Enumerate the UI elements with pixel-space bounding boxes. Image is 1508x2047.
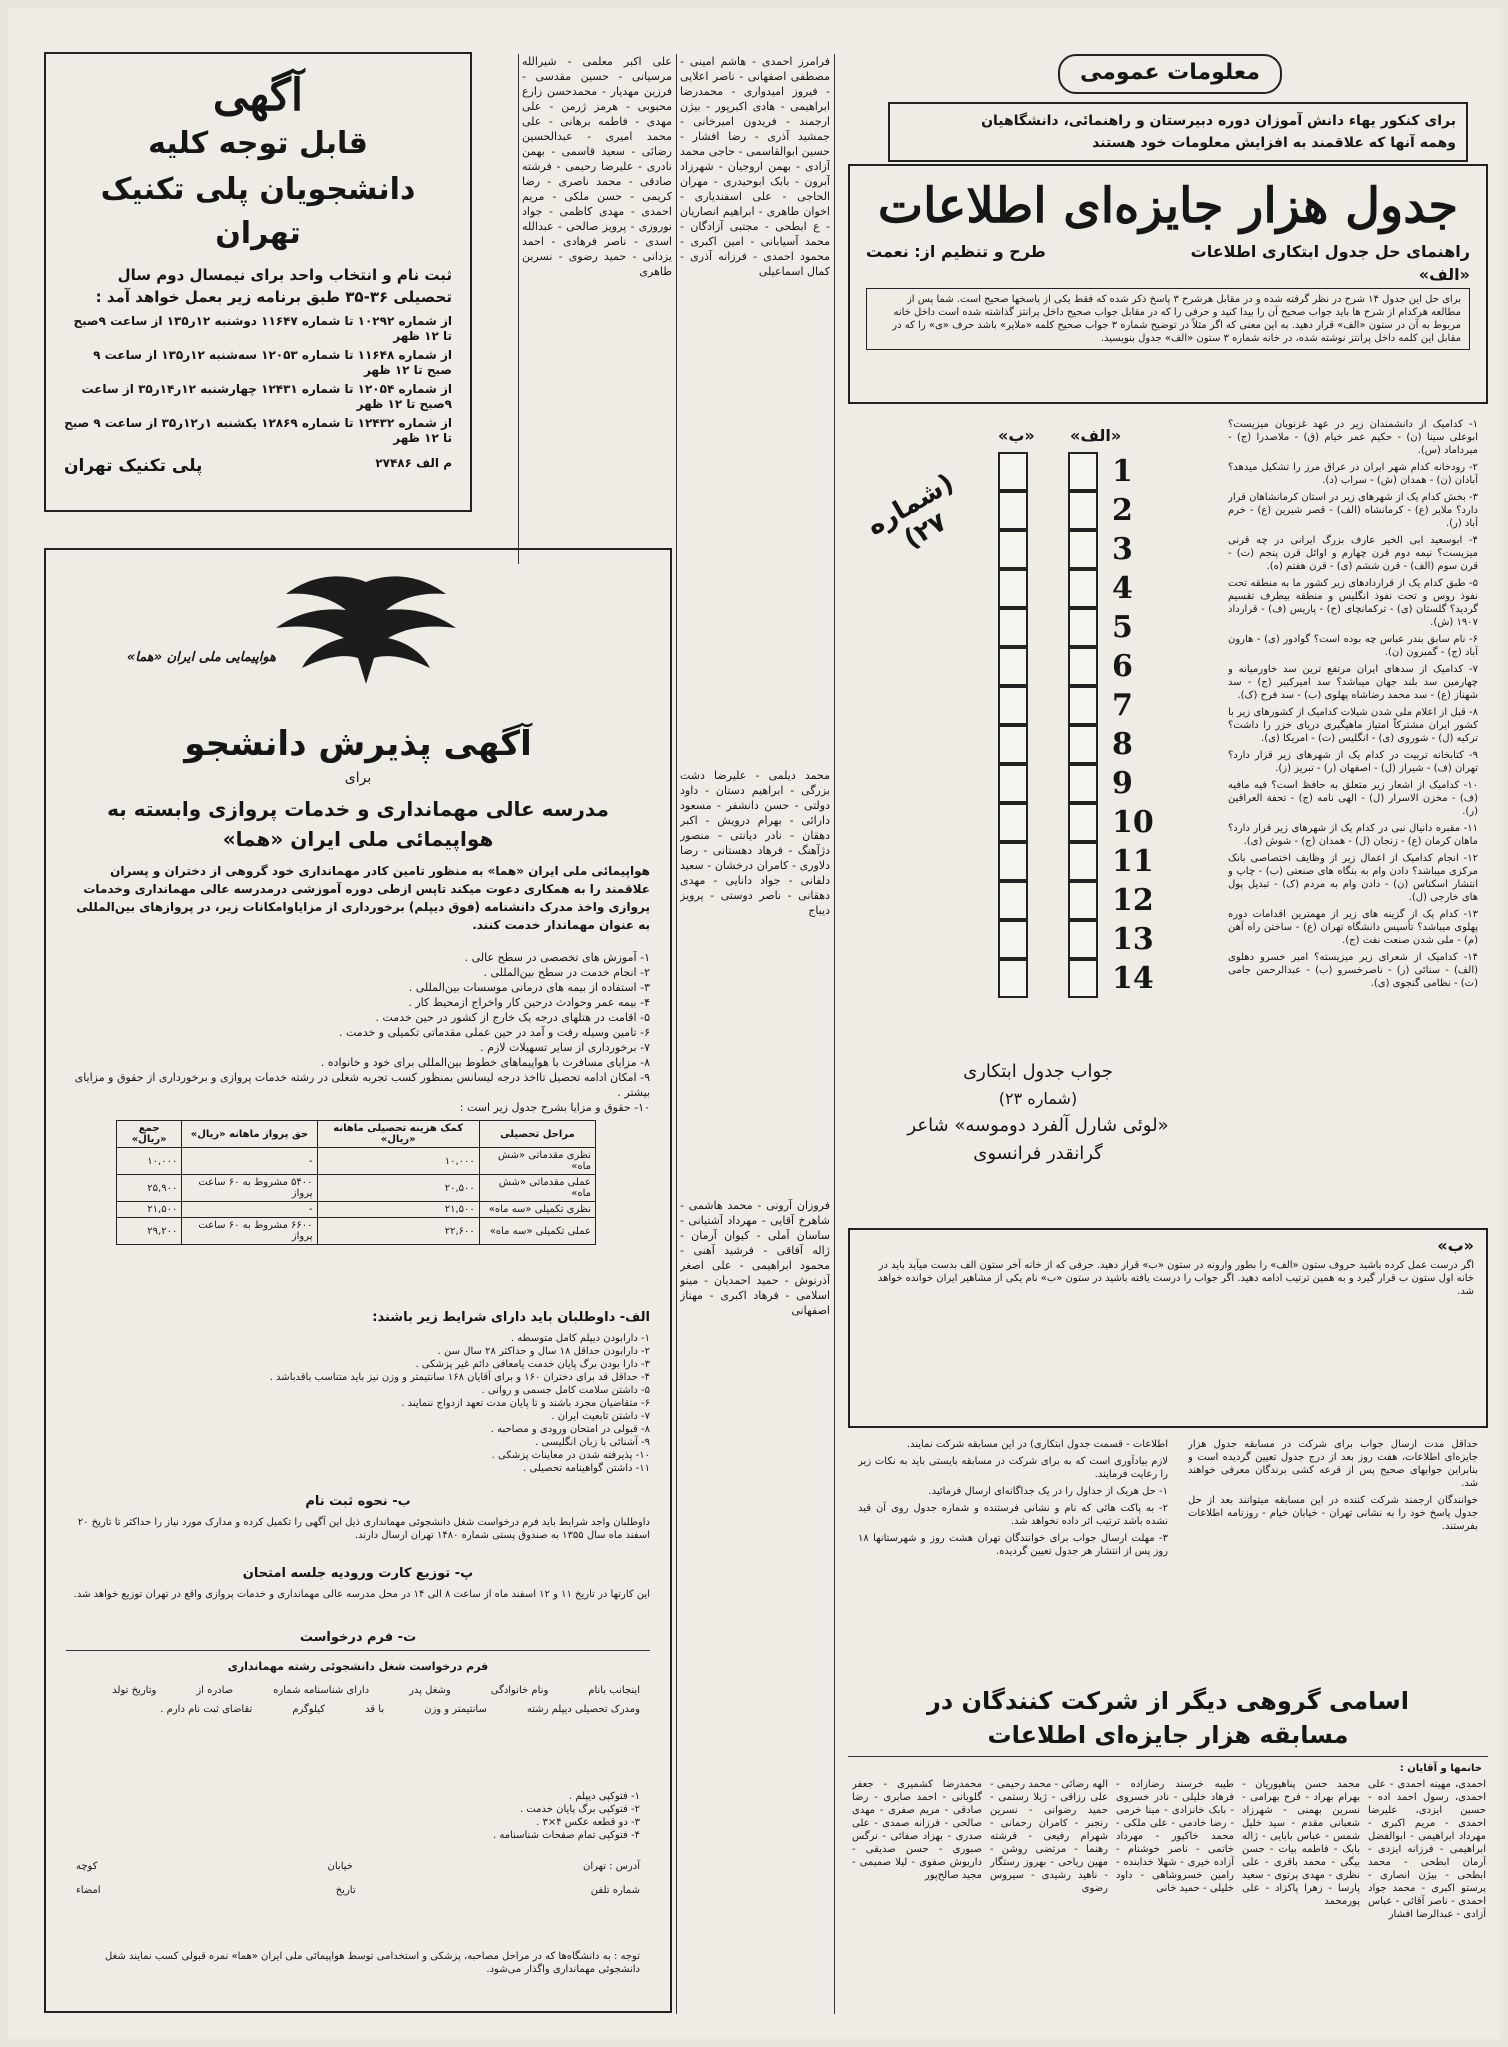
answer-block [858,1058,1218,1168]
question: ۱- کدامیک از دانشمندان زیر در عهد غزنویان میزیست؟ ابوعلی سینا (ن) - حکیم عمر خیام (ق) - ملاصدرا (ج) - میرداماد (س). [1228,419,1478,456]
names-text: علی اکبر معلمی - شیرالله مرسیانی - حسین مقدسی - فرزین مهدیار - محمدحسن زارع محبوبی - هرمز ژرمن - علی مهدی - فاطمه برهانی - علی محمد امیری - عبدالحسین رضائی - سعید قاسمی - بهمن نادری - علیرضا رحیمی - فرشته صادقی - محمد ناصری - رضا کریمی - حسن ملکی - مریم احمدی - مهدی کاظمی - جواد نوروزی - پرویز صالحی - عبدالله اسدی - ناصر فرهادی - احمد یزدانی - حمید رضوی - نسرین طاهری [522,55,672,278]
question: ۱۴- کدامیک از شعرای زیر میزیسته؟ امیر خسرو دهلوی (الف) - سنائی (ر) - ناصرخسرو (ب) - عبدالرحمن جامی (ت) - نظامی گنجوی (ی). [1228,952,1478,989]
grid-row-number: 7 [1112,688,1133,723]
tagline-line: وهمه آنها که علاقمند به افزایش معلومات خود هستند [1092,135,1456,151]
grid-row-number: 1 [1112,454,1133,489]
form-note: توجه : به دانشگاه‌ها که در مراحل مصاحبه، پزشکی و استخدامی توسط هواپیمائی ملی ایران «هما» نمره قبولی کسب نمایند شغل دانشجوئی مهمانداری واگذار می‌شود. [105,1951,640,1975]
names-text: محمد دیلمی - علیرضا دشت بزرگی - ابراهیم دستان - داود دولتی - حسن دانشفر - مسعود دارائی - بهرام درویش - اکبر دهقان - نادر دیانتی - منصور دژآهنگ - فرهاد دهستانی - رضا دلاوری - کامران درخشان - سعید دلفانی - جواد دانایی - مهدی دهقانی - ناصر دوستی - پرویز دیباج [680,769,830,917]
ad-row: از شماره ۱۲۴۳۲ تا شماره ۱۲۸۶۹ یکشنبه ۱ر۱۲ر۳۵ از ساعت ۹ صبح تا ۱۲ ظهر [64,416,452,445]
answer-number: (شماره ۲۳) [998,1089,1078,1108]
condition: ۱- دارابودن دیپلم کامل متوسطه . [510,1333,650,1344]
ad-signature: پلی تکنیک تهران [64,456,203,476]
question: ۴- ابوسعید ابی الخیر عارف بزرگ ایرانی در چه قرنی میزیست؟ نیمه دوم قرن چهارم و اوائل قرن پنجم (ت) - قرن سوم (الف) - قرن ششم (ی) - قرن هفتم (ه). [1228,535,1478,572]
form-field-label: خیابان [327,1861,353,1872]
table-row [117,1148,596,1175]
condition: ۸- قبولی در امتحان ورودی و مصاحبه . [490,1424,650,1435]
ad-code: م الف ۲۷۴۸۶ [375,456,452,470]
grid-cell-b[interactable] [998,647,1028,686]
form-title: ت- فرم درخواست [299,1630,417,1645]
grid-cell-b[interactable] [998,608,1028,647]
puzzle-grid [988,452,1228,1032]
grid-cell-a[interactable] [1068,686,1098,725]
attachment: ۱- فتوکپی دیپلم . [569,1791,640,1802]
puzzle-title: جدول هزار جایزه‌ای اطلاعات [877,178,1459,234]
grid-cell-b[interactable] [998,491,1028,530]
winners-note: خوانندگان ارجمند شرکت کننده در این مسابقه میتوانند بعد از حل جدول پاسخ خود را به نشانی تهران - خیابان خیام - روزنامه اطلاعات بفرستند. [1188,1495,1478,1532]
grid-cell-b[interactable] [998,530,1028,569]
rule: اطلاعات - قسمت جدول ابتکاری) در این مسابقه شرکت نمایند. [906,1439,1168,1450]
table-row [117,1175,596,1202]
rule: لازم بیادآوری است که به برای شرکت در مسابقه بایستی باید به نکات زیر را رعایت فرمایند. [858,1456,1168,1480]
form-field-label: تقاضای ثبت نام دارم . [160,1704,253,1715]
rule: ۱- حل هریک از جداول را در یک جداگانه‌ای ارسال فرمائید. [928,1486,1168,1497]
grid-row-number: 10 [1112,805,1154,840]
ad-title: آگهی [212,70,304,121]
form-fields [76,1684,640,1716]
table-cell: ۲۹,۲۰۰ [117,1218,182,1245]
attachment: ۴- فتوکپی تمام صفحات شناسنامه . [492,1830,640,1841]
participants-column [990,1778,1108,2008]
question: ۱۱- مقبره دانیال نبی در کدام یک از شهرهای زیر قرار دارد؟ ماهان کرمان (ع) - زنجان (ل) - همدان (ج) - شوش (ی). [1228,823,1478,847]
designer: طرح و تنظیم از: نعمت [866,242,1046,261]
grid-cell-a[interactable] [1068,452,1098,491]
guide-label: راهنمای حل جدول ابتکاری اطلاعات [1190,242,1470,261]
col-b-label: «ب» [998,426,1035,445]
form-field-label: تاریخ [335,1885,356,1896]
condition: ۷- داشتن تابعیت ایران . [551,1411,650,1422]
newspaper-page [8,8,1500,2039]
question: ۹- کتابخانه تربیت در کدام یک از شهرهای زیر قرار دارد؟ تهران (ف) - شیراز (ل) - اصفهان (ر) - تبریز (ز). [1228,750,1478,774]
answer-text: «لوئی شارل آلفرد دوموسه» شاعر [907,1115,1169,1136]
grid-cell-a[interactable] [1068,647,1098,686]
attachment: ۳- دو قطعه عکس ۴×۳ . [536,1817,640,1828]
grid-cell-b[interactable] [998,569,1028,608]
attachment: ۲- فتوکپی برگ پایان خدمت . [520,1804,640,1815]
table-row [117,1218,596,1245]
puzzle-section [848,48,1488,2008]
condition: ۹- آشنائی با زبان انگلیسی . [535,1437,650,1448]
grid-cell-b[interactable] [998,452,1028,491]
table-cell: ۲۱,۵۰۰ [317,1202,479,1218]
ad-row: از شماره ۱۲۰۵۴ تا شماره ۱۲۴۳۱ چهارشنبه ۱۲ر۱۴ر۳۵ از ساعت ۹صبح تا ۱۲ ظهر [81,382,452,411]
question: ۵- طبق کدام یک از قراردادهای زیر کشور ما به منطقه تحت نفوذ روس و تحت نفوذ انگلیس و منطقه بیطرف تقسیم گردید؟ گلستان (ی) - ترکمانچای (ح) - پاریس (ف) - قرارداد ۱۹۰۷ (ش). [1228,578,1478,628]
homa-bird-icon [216,564,516,714]
homa-for: برای [344,770,372,786]
grid-cell-b[interactable] [998,881,1028,920]
form-field-label: اینجانب بانام [588,1685,640,1696]
participants-text: احمدی، مهینه احمدی - علی احمدی، رسول احمد اده - حسین ایزدی، علیرضا احمدی - مریم اکبری - مهرداد ابراهیمی - ابوالفضل ابراهیمی - فرزانه ایزدی - آرمان ابطحی - محمد ابطحی - بیژن انصاری - پرستو اکبری - محمد جواد احمدی - ناصر آقائی - عباس آزادی - عبدالرضا افشار [1368,1779,1486,1920]
form-field-label: وتاریخ تولد [112,1685,157,1696]
grid-cell-b[interactable] [998,725,1028,764]
rules-column [1188,1438,1478,1678]
homa-ad [44,548,672,2013]
question: ۲- رودخانه کدام شهر ایران در عراق مرز را تشکیل میدهد؟ آبادان (ن) - همدان (ش) - سراب (د). [1228,462,1478,486]
names-text: فروزان آرونی - محمد هاشمی - شاهرخ آقایی - مهرداد آشتیانی - ساسان آملی - کیوان آرمان - ژاله آفاقی - فرشید آهنی - محمود ابراهیمی - علی اصغر آذرنوش - حمید احمدیان - مینو اسلامی - فرهاد اکبری - مهناز اصفهانی [680,1199,830,1317]
question: ۳- بخش کدام یک از شهرهای زیر در استان کرمانشاهان قرار دارد؟ ملایر (ع) - کرمانشاه (الف) - قصر شیرین (ع) - خرم آباد (ر). [1228,492,1478,529]
tagline-line: برای کنکور یهاء دانش آموزان دوره دبیرستان و راهنمائی، دانشگاهیان [981,113,1456,129]
question: ۸- قبل از اعلام ملی شدن شیلات کدامیک از کشورهای زیر با کشور ایران مشترکاً امتیاز ماهیگیری دریای خزر را داشت؟ ترکیه (ل) - شوروی (ی) - انگلیس (ت) - امریکا (ی). [1228,707,1478,744]
grid-cell-a[interactable] [1068,608,1098,647]
grid-cell-b[interactable] [998,764,1028,803]
grid-row-number: 12 [1112,883,1154,918]
question: ۷- کدامیک از سدهای ایران مرتفع ترین سد خاورمیانه و چهارمین سد بلند جهان میباشد؟ سد امیرکبیر (ج) - سد شهناز (ع) - سد محمد رضاشاه پهلوی (ب) - سد فرح (ک). [1228,664,1478,701]
section-b-text: اگر درست عمل کرده باشید حروف ستون «الف» را بطور وارونه در ستون «ب» قرار دهید. حرفی که از خانه آخر ستون الف بدست میآید باید در خانه اول ستون ب قرار گیرد و به همین ترتیب ادامه دهید. اگر جواب را درست یافته باشید در ستون «ب» نام یکی از مشاهیر ایران خوانده خواهد شد. [877,1260,1474,1297]
table-header: حق پرواز ماهانه «ریال» [182,1121,317,1148]
form-field-label: با قد [365,1704,385,1715]
ad-subtitle: قابل توجه کلیه [148,126,368,161]
grid-row-number: 2 [1112,493,1133,528]
grid-row-number: 13 [1112,922,1154,957]
condition: ۱۰- پذیرفته شدن در معاینات پزشکی . [491,1450,650,1461]
form-address [76,1860,640,1873]
grid-cell-b[interactable] [998,686,1028,725]
names-text: فرامرز احمدی - هاشم امینی - مصطفی اصفهانی - ناصر اعلایی - فیروز امیدواری - محمدرضا ابراهیمی - هادی اکبرپور - بیژن ارجمند - فریدون امیرخانی - جمشید آذری - رضا افشار - حسین ابوالقاسمی - حاجی محمد آزادی - بهمن اروجیان - شهرزاد آبرون - بابک ابوحیدری - مهران الحاجی - علی اسفندیاری - اخوان طاهری - ابراهیم انصاریان - ع ابطحی - مجتبی آزادگان - محمد آسیابانی - امین اکبری - محمود احمدی - فرزانه آذری - کمال اسماعیلی [680,55,830,278]
participants-column [1242,1778,1360,2008]
form-field-label: سانتیمتر و وزن [424,1704,487,1715]
homa-benefits [66,950,650,1115]
grid-cell-a[interactable] [1068,803,1098,842]
table-cell: ۱۰,۰۰۰ [117,1148,182,1175]
puzzle-number-label: (شماره ۲۷) [861,468,960,555]
grid-cell-a[interactable] [1068,725,1098,764]
condition: ۴- حداقل قد برای دختران ۱۶۰ و برای آقایان ۱۶۸ سانتیمتر و وزن نیز باید متناسب باقدباشد . [269,1372,650,1383]
grid-row-number: 3 [1112,532,1133,567]
participants-text: الهه رضائی - محمد رحیمی - علی رزاقی - ژیلا رستمی - حمید رضوانی - نسرین رنجبر - کامران رحمانی - شهرام رفیعی - فرشته رهنما - مرتضی روشن - مهین ریاحی - بهروز رستگار - ناهید رشیدی - سیروس رضوی [990,1779,1108,1894]
distribution-text: این کارتها در تاریخ ۱۱ و ۱۲ اسفند ماه از ساعت ۸ الی ۱۴ در محل مدرسه عالی مهمانداری و خدمات پروازی واقع در تهران توزیع خواهد شد. [73,1589,650,1600]
answer-text-2: گرانقدر فرانسوی [973,1143,1103,1164]
benefit: ۸- مزایای مسافرت با هواپیماهای خطوط بین‌المللی برای خود و خانواده . [320,1056,650,1069]
questions-column [1228,418,1478,1108]
puzzle-main-box [848,164,1488,404]
section-b-label: «ب» [1437,1236,1474,1255]
grid-cell-a[interactable] [1068,842,1098,881]
table-header-row [117,1121,596,1148]
grid-row-number: 11 [1112,844,1154,879]
participants-column [1116,1778,1234,2008]
grid-row-number: 6 [1112,649,1133,684]
grid-cell-b[interactable] [998,959,1028,998]
rule: ۳- مهلت ارسال جواب برای خوانندگان تهران هشت روز و شهرستانها ۱۸ روز پس از انتشار هر جدول تعیین گردیده. [858,1533,1168,1557]
question: ۱۲- انجام کدامیک از اعمال زیر از وظایف اختصاصی بانک مرکزی میباشد؟ دادن وام به بنگاه های صنعتی (ب) - چاپ و انتشار اسکناس (ن) - دادن وام به مردم (ک) - تبدیل پول های خارجی (ل). [1228,853,1478,903]
table-cell: ۲۵,۹۰۰ [117,1175,182,1202]
condition: ۶- متقاضیان مجرد باشند و تا پایان مدت تعهد ازدواج ننمایند . [401,1398,650,1409]
form-field-label: آدرس : تهران [582,1861,640,1872]
homa-school: مدرسه عالی مهمانداری و خدمات پروازی وابسته به هواپیمائی ملی ایران «هما» [107,797,609,851]
table-cell: ۵۴۰۰ مشروط به ۶۰ ساعت پرواز [182,1175,317,1202]
participants-column [1368,1778,1486,2008]
form-field-label: ونام خانوادگی [490,1685,549,1696]
grid-cell-b[interactable] [998,920,1028,959]
names-column [522,54,672,524]
question: ۱۳- کدام یک از گزینه های زیر از مهمترین اقدامات دوره پهلوی میباشد؟ تأسیس دانشگاه تهران (ع) - ساختن راه آهن (م) - ملی شدن صنعت نفت (ج). [1228,909,1478,946]
ad-headline: دانشجویان پلی تکنیک تهران [100,172,416,251]
list-title: اسامی گروهی دیگر از شرکت کنندگان در مسابقه هزار جایزه‌ای اطلاعات [927,1687,1409,1749]
table-header: مراحل تحصیلی [479,1121,595,1148]
distribution-title: پ- توزیع کارت ورودیه جلسه امتحان [242,1566,474,1581]
answer-title: جواب جدول ابتکاری [963,1061,1113,1082]
form-header: فرم درخواست شغل دانشجوئی رشته مهمانداری [227,1660,489,1673]
registration-text: داوطلبان واجد شرایط باید فرم درخواست شغل دانشجوئی مهمانداری ذیل این آگهی را تکمیل کرده و مدارک مورد نیاز را حداکثر تا تاریخ ۲۰ اسفند ماه سال ۱۳۵۵ به صندوق پستی شماره ۱۴۸۰ تهران ارسال دارند. [77,1517,650,1541]
homa-intro: هواپیمائی ملی ایران «هما» به منظور تامین کادر مهمانداری خود گروهی از دختران و پسران علاقمند را به همکاری دعوت میکند تاپس ازطی دوره آموزشی درمدرسه عالی مهمانداری وخدمات پروازی واخذ مدرک دانشنامه (فوق دیپلم) برخورداری از مزایاوامکانات زیر، در پروازهای بین‌المللی به عنوان مهماندار خدمت کنند. [76,864,650,932]
grid-cell-a[interactable] [1068,530,1098,569]
grid-cell-a[interactable] [1068,764,1098,803]
table-cell: ۱۰,۰۰۰ [317,1148,479,1175]
grid-cell-a[interactable] [1068,959,1098,998]
condition: ۵- داشتن سلامت کامل جسمی و روانی . [481,1385,650,1396]
grid-row-number: 5 [1112,610,1133,645]
registration-title: ب- نحوه ثبت نام [305,1494,411,1509]
grid-row-number: 14 [1112,961,1154,996]
deadline-text: حداقل مدت ارسال جواب برای شرکت در مسابقه جدول هزار جایزه‌ای اطلاعات، هفت روز بعد از درج جدول تعیین گردیده است و بنابراین جوابهای صحیح پس از قرعه کشی برندگان معرفی خواهند شد. [1188,1439,1478,1489]
condition: ۱۱- داشتن گواهینامه تحصیلی . [523,1463,650,1474]
benefit: ۱- آموزش های تخصصی در سطح عالی . [464,951,650,964]
grid-row-number: 4 [1112,571,1133,606]
section-b-box [848,1228,1488,1428]
salary-table [116,1120,596,1245]
tehran-polytechnic-ad [44,52,472,512]
table-cell: نظری تکمیلی «سه ماه» [479,1202,595,1218]
form-footer [76,1884,640,1897]
table-row [117,1202,596,1218]
conditions-list [66,1332,650,1475]
table-cell: نظری مقدماتی «شش ماه» [479,1148,595,1175]
table-cell: - [182,1148,317,1175]
grid-cell-a[interactable] [1068,881,1098,920]
form-field-label: امضاء [76,1885,101,1896]
homa-title: آگهی پذیرش دانشجو [184,724,532,764]
names-column [680,768,830,1188]
form-field-label: وشغل پدر [409,1685,451,1696]
form-field-label: کیلوگرم [292,1704,326,1715]
table-cell: ۶۶۰۰ مشروط به ۶۰ ساعت پرواز [182,1218,317,1245]
table-header: جمع «ریال» [117,1121,182,1148]
homa-brand: هواپیمایی ملی ایران «هما» [126,650,276,665]
grid-cell-b[interactable] [998,803,1028,842]
names-column [680,1198,830,1958]
grid-cell-a[interactable] [1068,920,1098,959]
ad-row: از شماره ۱۰۲۹۲ تا شماره ۱۱۶۴۷ دوشنبه ۱۲ر۱۳۵ از ساعت ۹صبح تا ۱۲ ظهر [73,314,452,343]
attachments [76,1790,640,1842]
names-column [680,54,830,754]
benefit: ۱۰- حقوق و مزایا بشرح جدول زیر است : [459,1101,650,1114]
table-cell: ۲۲,۶۰۰ [317,1218,479,1245]
table-header: کمک هزینه تحصیلی ماهانه «ریال» [317,1121,479,1148]
grid-row-number: 9 [1112,766,1133,801]
section-header: معلومات عمومی [1058,54,1282,94]
condition: ۲- دارابودن حداقل ۱۸ سال و حداکثر ۲۸ سال سن . [437,1346,650,1357]
form-field-label: کوچه [76,1861,98,1872]
benefit: ۵- اقامت در هتلهای درجه یک خارج از کشور در حین خدمت . [375,1011,650,1024]
conditions-title: الف- داوطلبان باید دارای شرایط زیر باشند: [372,1310,650,1325]
grid-cell-b[interactable] [998,842,1028,881]
benefit: ۹- امکان ادامه تحصیل تااخذ درجه لیسانس بمنظور کسب تجربه شغلی در رشته خدمات پروازی و برخورداری از حقوق و مزایای بیشتر . [74,1071,650,1099]
table-cell: - [182,1202,317,1218]
section-a-label: «الف» [1418,265,1470,284]
benefit: ۶- تامین وسیله رفت و آمد در حین عملی مقدماتی تکمیلی و خدمت . [339,1026,650,1039]
participants-text: محمد حسن پناهپوریان - بهرام بهراد - فرح بهرامی - نسرین بهمنی - شهرزاد شعبانی مقدم - سید خلیل شمس - عباس بابایی - ژاله بابک - فاطمه بیات - حسن بیگی - محمد باقری - علی نظری - مهدی پرتوی - سعید پارسا - زهرا پاکزاد - علی پورمحمد [1242,1779,1360,1907]
condition: ۳- دارا بودن برگ پایان خدمت یامعافی دائم غیر پزشکی . [415,1359,650,1370]
rules-column [858,1438,1168,1678]
benefit: ۴- بیمه عمر وحوادث درحین کار واخراج ازمحیط کار . [408,996,650,1009]
grid-cell-a[interactable] [1068,491,1098,530]
participants-text: محمدرضا کشمیری - جعفر گلوبانی - احمد صابری - رضا صادقی - مریم صفری - مهدی صالحی - فرزانه صمدی - علی صدری - بهزاد صفائی - نرگس صبوری - حسن صدیقی - داریوش صفوی - لیلا صمیمی - مجید صالح‌پور [852,1779,982,1881]
form-field-label: دارای شناسنامه شماره [273,1685,370,1696]
col-a-label: «الف» [1070,426,1122,445]
question: ۱۰- کدامیک از اشعار زیر متعلق به حافظ است؟ فیه مافیه (ف) - مخزن الاسرار (ل) - الهی نامه (ج) - تحفة العراقین (ر). [1228,780,1478,817]
question: ۶- نام سابق بندر عباس چه بوده است؟ گوادور (ی) - هارون آباد (ج) - گمبرون (ن). [1228,634,1478,658]
benefit: ۲- انجام خدمت در سطح بین‌المللی . [483,966,650,979]
homa-logo [216,564,516,714]
grid-cell-a[interactable] [1068,569,1098,608]
participants-column [852,1778,982,2008]
benefit: ۷- برخورداری از سایر تسهیلات لازم . [480,1041,650,1054]
ad-row: از شماره ۱۱۶۴۸ تا شماره ۱۲۰۵۳ سه‌شنبه ۱۲ر۱۳۵ از ساعت ۹ صبح تا ۱۲ ظهر [93,348,452,377]
rule: ۲- به پاکت هائی که نام و نشانی فرستنده و شماره جدول روی آن قید نشده باشد ترتیب اثر داده نخواهد شد. [858,1503,1168,1527]
participants-text: طیبه خرسند رضازاده - فرهاد خلیلی - نادر خسروی - بابک خانزادی - مینا خرمی - رضا خادمی - علی ملکی - محمد خاکپور - مهرداد خاتمی - ناصر خوشنام - آزاده خیری - شهلا خدابنده - رامین خسروشاهی - داود خلیلی - حمید خانی [1116,1779,1234,1894]
form-field-label: شماره تلفن [590,1885,640,1896]
tagline [888,102,1468,162]
list-header: خانمها و آقایان : [1399,1763,1482,1774]
table-cell: عملی تکمیلی «سه ماه» [479,1218,595,1245]
benefit: ۳- استفاده از بیمه های درمانی موسسات بین‌المللی . [408,981,650,994]
form-field-label: صادره از [196,1685,234,1696]
ad-intro: ثبت نام و انتخاب واحد برای نیمسال دوم سال تحصیلی ۳۶-۳۵ طبق برنامه زیر بعمل خواهد آمد : [95,266,452,306]
table-cell: ۲۱,۵۰۰ [117,1202,182,1218]
table-cell: ۲۰,۵۰۰ [317,1175,479,1202]
grid-row-number: 8 [1112,727,1133,762]
puzzle-intro: برای حل این جدول ۱۴ شرح در نظر گرفته شده و در مقابل هرشرح ۳ پاسخ ذکر شده که فقط یکی از پاسخها صحیح است. شما پس از مطالعه هرکدام از شرح ها باید جواب صحیح آن را بیدا کنید و حرفی را که در مقابل جواب صحیح داخل پرانتز گذاشته شده است داخل خانه مربوط به آن در ستون «الف» قرار دهید. به این معنی که اگر مثلاً در توضیح شماره ۳ جواب صحیح کلمه «ملایر» باشد حرف «ی» را که در مقابل این کلمه داخل پرانتز نوشته شده، در خانه شماره ۳ ستون «الف» جدول بنویسید. [866,288,1470,350]
form-field-label: ومدرک تحصیلی دیپلم رشته [526,1704,640,1715]
table-cell: عملی مقدماتی «شش ماه» [479,1175,595,1202]
